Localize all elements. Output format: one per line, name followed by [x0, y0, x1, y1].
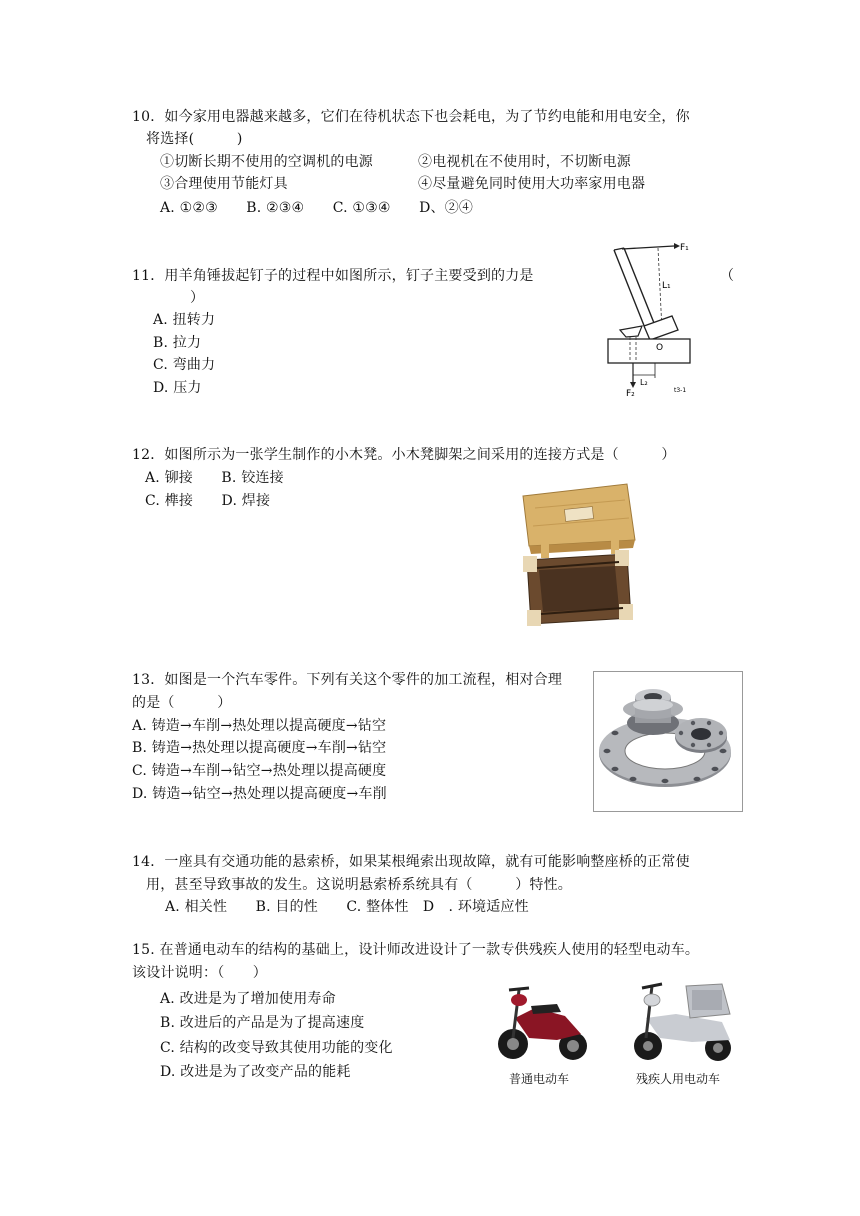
- q13-option-a: A. 铸造→车削→热处理以提高硬度→钻空: [132, 718, 387, 734]
- q14-choices: A. 相关性 B. 目的性 C. 整体性 D . 环境适应性: [165, 899, 529, 915]
- q10-statement-1: ①切断长期不使用的空调机的电源: [160, 154, 373, 170]
- regular-e-bike-photo: [495, 978, 595, 1070]
- q13-option-c: C. 铸造→车削→钻空→热处理以提高硬度: [132, 763, 387, 779]
- q11-paren-close: ）: [190, 290, 205, 306]
- fig-label-o: O: [656, 343, 664, 353]
- q15-stem-line2: 该设计说明：（ ）: [132, 965, 267, 981]
- q12-stem: 12．如图所示为一张学生制作的小木凳。小木凳脚架之间采用的连接方式是（ ）: [132, 447, 676, 463]
- fig-label-f1: F₁: [680, 243, 689, 253]
- q11-option-c: C. 弯曲力: [153, 357, 216, 373]
- q14-stem-line2: 用，甚至导致事故的发生。这说明悬索桥系统具有（ ）特性。: [146, 877, 572, 893]
- q13-stem-line2: 的是（ ）: [132, 695, 232, 711]
- q10-statement-4: ④尽量避免同时使用大功率家用电器: [418, 176, 646, 192]
- q15-option-d: D. 改进是为了改变产品的能耗: [160, 1064, 351, 1080]
- q11-option-a: A. 扭转力: [153, 312, 216, 328]
- q15-option-c: C. 结构的改变导致其使用功能的变化: [160, 1040, 393, 1056]
- disabled-e-bike-photo: [626, 974, 738, 1070]
- fig-label-l1: L₁: [662, 281, 671, 291]
- q10-choices: A. ①②③ B. ②③④ C. ①③④ D、②④: [160, 200, 474, 216]
- regular-e-bike-caption: 普通电动车: [509, 1072, 570, 1086]
- wooden-stool-photo: [515, 478, 640, 628]
- flange-part-photo: [593, 671, 743, 812]
- q13-stem-line1: 13．如图是一个汽车零件。下列有关这个零件的加工流程，相对合理: [132, 672, 563, 688]
- fig-label-code: t3-1: [674, 387, 687, 394]
- q12-options-ab: A. 铆接 B. 铰连接: [145, 470, 284, 486]
- q11-stem: 11．用羊角锤拔起钉子的过程中如图所示，钉子主要受到的力是: [132, 268, 534, 284]
- q15-option-a: A. 改进是为了增加使用寿命: [160, 991, 336, 1007]
- q13-option-d: D. 铸造→钻空→热处理以提高硬度→车削: [132, 786, 387, 802]
- q11-option-d: D. 压力: [153, 380, 202, 396]
- q12-options-cd: C. 榫接 D. 焊接: [145, 493, 271, 509]
- q10-statement-3: ③合理使用节能灯具: [160, 176, 288, 192]
- disabled-e-bike-caption: 残疾人用电动车: [636, 1072, 721, 1086]
- q14-stem-line1: 14．一座具有交通功能的悬索桥，如果某根绳索出现故障，就有可能影响整座桥的正常使: [132, 854, 690, 870]
- fig-label-l2: L₂: [640, 378, 648, 387]
- q10-statement-2: ②电视机在不使用时，不切断电源: [418, 154, 631, 170]
- q15-option-b: B. 改进后的产品是为了提高速度: [160, 1015, 365, 1031]
- q10-stem-line2: 将选择( ): [146, 131, 243, 147]
- claw-hammer-figure: [600, 240, 700, 400]
- fig-label-f2: F₂: [626, 389, 635, 399]
- q15-stem-line1: 15. 在普通电动车的结构的基础上，设计师改进设计了一款专供残疾人使用的轻型电动车。: [132, 942, 700, 958]
- q10-stem-line1: 10．如今家用电器越来越多，它们在待机状态下也会耗电，为了节约电能和用电安全，你: [132, 109, 690, 125]
- q13-option-b: B. 铸造→热处理以提高硬度→车削→钻空: [132, 740, 387, 756]
- q11-paren-open: （: [720, 268, 735, 284]
- q11-option-b: B. 拉力: [153, 335, 202, 351]
